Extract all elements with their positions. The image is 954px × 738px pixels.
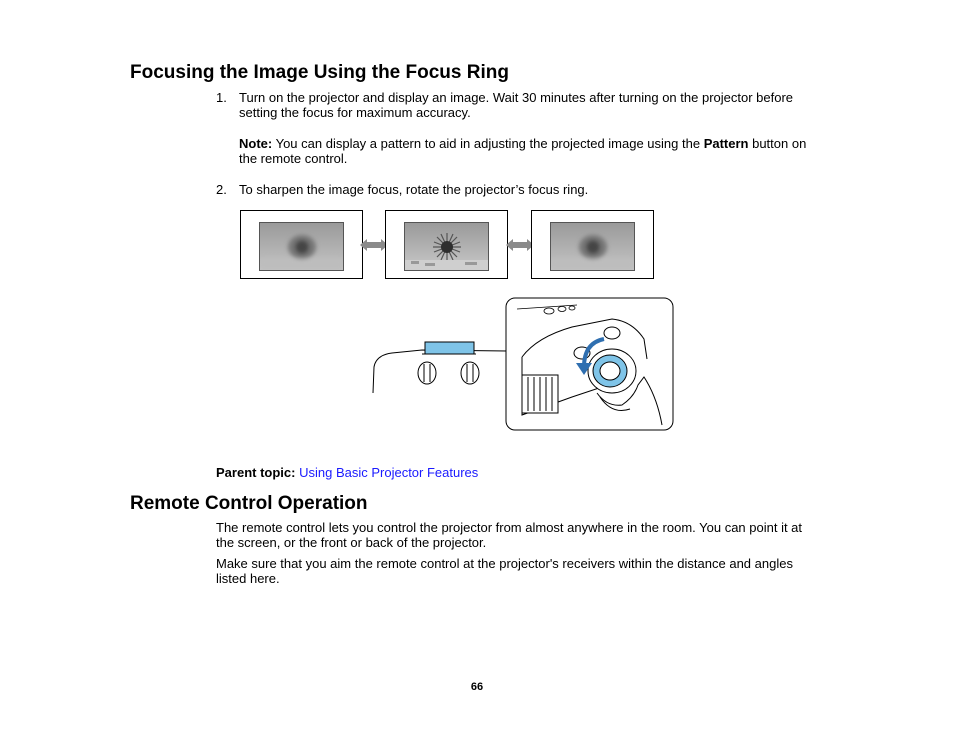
step1-text-line2: setting the focus for maximum accuracy. — [239, 105, 471, 120]
blurred-flower-image — [550, 222, 635, 271]
step2-text: To sharpen the image focus, rotate the projector’s focus ring. — [239, 182, 589, 197]
step-number: 2. — [216, 182, 227, 197]
page-number: 66 — [470, 681, 484, 693]
note-line2: the remote control. — [239, 151, 348, 166]
note-label: Note: — [239, 136, 273, 151]
blurred-image-frame — [240, 210, 363, 279]
parent-topic — [216, 465, 478, 480]
parent-topic-link[interactable]: Using Basic Projector Features — [299, 465, 479, 480]
remote-para1-line1: The remote control lets you control the projector from almost anywhere in the room. You can point it at — [216, 520, 803, 535]
double-arrow-icon — [506, 238, 534, 252]
note-line1 — [239, 136, 806, 151]
projector-focus-ring-illustration — [372, 297, 674, 431]
note-text-b: button on — [748, 136, 807, 151]
remote-para2-line2: listed here. — [216, 571, 280, 586]
section-title-remote: Remote Control Operation — [130, 493, 368, 514]
parent-topic-label: Parent topic: — [216, 465, 296, 480]
double-arrow-icon — [360, 238, 388, 252]
sharp-flower-image — [404, 222, 489, 271]
note-text-a: You can display a pattern to aid in adjusting the projected image using the — [272, 136, 704, 151]
step-number: 1. — [216, 90, 227, 105]
section-title-focusing: Focusing the Image Using the Focus Ring — [130, 62, 509, 83]
blurred-image-frame — [531, 210, 654, 279]
remote-para1-line2: the screen, or the front or back of the projector. — [216, 535, 487, 550]
note-button-name: Pattern — [703, 136, 749, 151]
blurred-flower-image — [259, 222, 344, 271]
step1-text-line1: Turn on the projector and display an image. Wait 30 minutes after turning on the projector before — [239, 90, 794, 105]
remote-para2-line1: Make sure that you aim the remote control at the projector's receivers within the distance and angles — [216, 556, 793, 571]
sharp-image-frame — [385, 210, 508, 279]
